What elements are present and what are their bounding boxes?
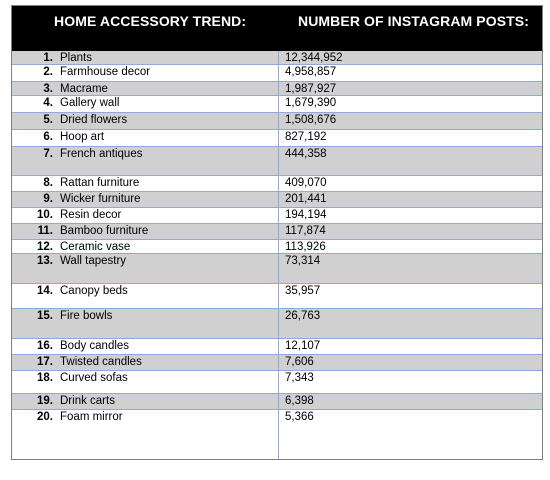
row-number: 3. bbox=[43, 83, 53, 95]
table-row bbox=[12, 371, 542, 394]
post-count: 113,926 bbox=[285, 241, 326, 253]
trend-name: Dried flowers bbox=[60, 114, 128, 126]
row-number: 6. bbox=[43, 131, 53, 143]
trend-name: French antiques bbox=[60, 148, 143, 160]
trend-name: Plants bbox=[60, 52, 92, 64]
table-header bbox=[12, 6, 542, 51]
trend-name: Resin decor bbox=[60, 209, 122, 221]
table-row bbox=[12, 192, 542, 208]
trend-name: Bamboo furniture bbox=[60, 225, 149, 237]
row-number: 9. bbox=[43, 193, 53, 205]
trend-name: Twisted candles bbox=[60, 356, 142, 368]
trend-name: Canopy beds bbox=[60, 285, 128, 297]
table-row bbox=[12, 339, 542, 355]
post-count: 7,343 bbox=[285, 372, 314, 384]
table-row bbox=[12, 113, 542, 130]
table-row bbox=[12, 147, 542, 176]
trend-name: Ceramic vase bbox=[60, 241, 131, 253]
table-row bbox=[12, 82, 542, 96]
row-number: 14. bbox=[37, 285, 53, 297]
post-count: 201,441 bbox=[285, 193, 327, 205]
table-row bbox=[12, 254, 542, 284]
post-count: 1,987,927 bbox=[285, 83, 337, 95]
trend-name: Rattan furniture bbox=[60, 177, 140, 189]
post-count: 73,314 bbox=[285, 255, 321, 267]
table-row bbox=[12, 96, 542, 113]
trend-name: Gallery wall bbox=[60, 97, 120, 109]
post-count: 12,107 bbox=[285, 340, 321, 352]
table-row bbox=[12, 284, 542, 309]
post-count: 117,874 bbox=[285, 225, 326, 237]
post-count: 1,508,676 bbox=[285, 114, 337, 126]
trend-name: Foam mirror bbox=[60, 411, 123, 423]
header-posts: NUMBER OF INSTAGRAM POSTS: bbox=[298, 13, 530, 29]
row-number: 4. bbox=[43, 97, 53, 109]
post-count: 194,194 bbox=[285, 209, 327, 221]
row-number: 16. bbox=[37, 340, 53, 352]
table-row bbox=[12, 240, 542, 254]
trend-name: Wall tapestry bbox=[60, 255, 127, 267]
instagram-trend-table bbox=[11, 5, 543, 460]
row-number: 7. bbox=[43, 148, 53, 160]
row-number: 10. bbox=[37, 209, 53, 221]
trend-name: Macrame bbox=[60, 83, 108, 95]
table-row bbox=[12, 176, 542, 192]
row-number: 8. bbox=[43, 177, 53, 189]
table-row bbox=[12, 309, 542, 339]
post-count: 6,398 bbox=[285, 395, 314, 407]
row-number: 1. bbox=[43, 52, 53, 64]
table-row bbox=[12, 355, 542, 371]
post-count: 7,606 bbox=[285, 356, 314, 368]
column-divider bbox=[278, 51, 279, 459]
table-row bbox=[12, 65, 542, 82]
post-count: 5,366 bbox=[285, 411, 314, 423]
post-count: 444,358 bbox=[285, 148, 327, 160]
trend-name: Body candles bbox=[60, 340, 130, 352]
row-number: 11. bbox=[37, 225, 53, 237]
post-count: 409,070 bbox=[285, 177, 327, 189]
trend-name: Hoop art bbox=[60, 131, 105, 143]
row-number: 2. bbox=[43, 66, 53, 78]
row-number: 19. bbox=[37, 395, 53, 407]
post-count: 35,957 bbox=[285, 285, 321, 297]
row-number: 15. bbox=[37, 310, 53, 322]
table-row bbox=[12, 410, 542, 425]
post-count: 1,679,390 bbox=[285, 97, 337, 109]
table-row bbox=[12, 224, 542, 240]
table-row bbox=[12, 51, 542, 65]
row-number: 18. bbox=[37, 372, 53, 384]
trend-name: Wicker furniture bbox=[60, 193, 141, 205]
post-count: 827,192 bbox=[285, 131, 327, 143]
trend-name: Curved sofas bbox=[60, 372, 128, 384]
table-row bbox=[12, 130, 542, 147]
trend-name: Drink carts bbox=[60, 395, 115, 407]
row-number: 13. bbox=[37, 255, 53, 267]
row-number: 20. bbox=[37, 411, 53, 423]
row-number: 17. bbox=[37, 356, 53, 368]
row-number: 5. bbox=[43, 114, 53, 126]
table-row bbox=[12, 208, 542, 224]
post-count: 26,763 bbox=[285, 310, 321, 322]
table-row bbox=[12, 394, 542, 410]
trend-name: Fire bowls bbox=[60, 310, 113, 322]
trend-name: Farmhouse decor bbox=[60, 66, 151, 78]
header-trend: HOME ACCESSORY TREND: bbox=[54, 13, 247, 29]
post-count: 4,958,857 bbox=[285, 66, 337, 78]
row-number: 12. bbox=[37, 241, 53, 253]
post-count: 12,344,952 bbox=[285, 52, 343, 64]
